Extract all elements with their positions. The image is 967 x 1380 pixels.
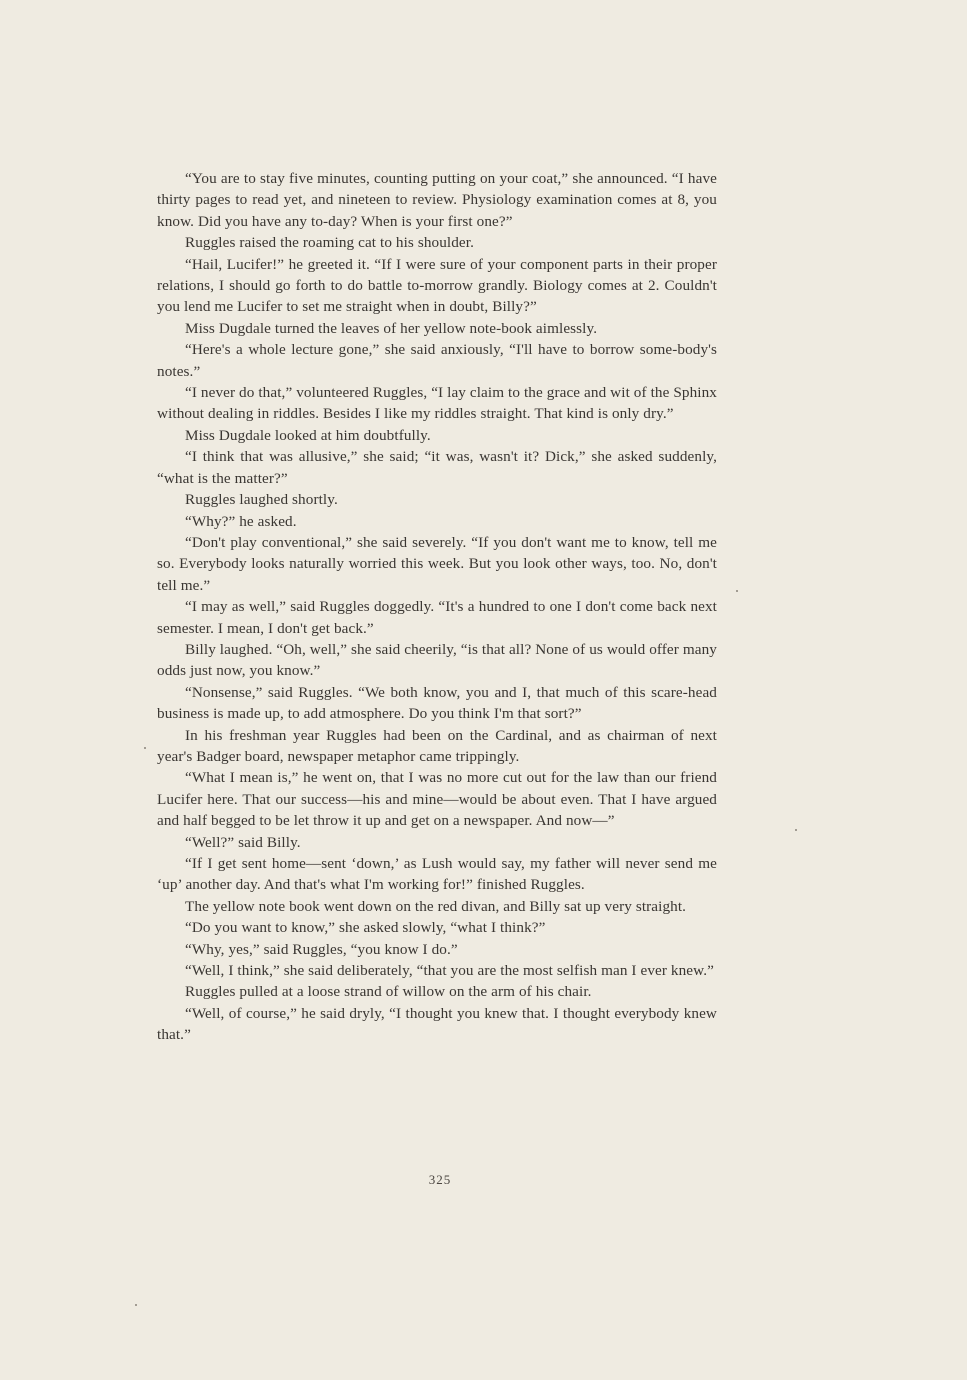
- paragraph: The yellow note book went down on the red divan, and Billy sat up very straight.: [185, 897, 687, 915]
- paper-speck: [144, 747, 146, 749]
- paragraph: In his freshman year Ruggles had been on the Cardinal, and as chairman of next year's Badger board, newspaper metaphor came trippingly.: [157, 726, 717, 765]
- paragraph: Ruggles pulled at a loose strand of willow on the arm of his chair.: [185, 983, 592, 1001]
- paragraph: “I think that was allusive,” she said; “it was, wasn't it? Dick,” she asked suddenly, “what is the matter?”: [157, 448, 717, 487]
- paragraph: “Well, I think,” she said deliberately, “that you are the most selfish man I ever knew.”: [185, 962, 714, 980]
- paragraph: “Don't play conventional,” she said severely. “If you don't want me to know, tell me so. Everybody looks naturally worried this week. But you look other ways, too. No, don't tell me.”: [157, 533, 717, 594]
- paragraph: “Hail, Lucifer!” he greeted it. “If I were sure of your component parts in their proper relations, I should go forth to do battle to-morrow grandly. Biology comes at 2. Couldn't you lend me Lucifer to set me straight when in doubt, Billy?”: [157, 255, 717, 316]
- paragraph: “I never do that,” volunteered Ruggles, “I lay claim to the grace and wit of the Sphinx without dealing in riddles. Besides I like my riddles straight. That kind is only dry.”: [157, 384, 717, 423]
- paragraph: “You are to stay five minutes, counting putting on your coat,” she announced. “I have thirty pages to read yet, and nineteen to review. Physiology examination comes at 8, you know. Did you have any to-day? When is your first one?”: [157, 170, 717, 230]
- body-text: [157, 168, 717, 1046]
- paragraph: “If I get sent home—sent ‘down,’ as Lush would say, my father will never send me ‘up’ another day. And that's what I'm working for!” finished Ruggles.: [157, 855, 717, 894]
- paragraph: Ruggles raised the roaming cat to his shoulder.: [185, 234, 474, 252]
- paragraph: “Nonsense,” said Ruggles. “We both know, you and I, that much of this scare-head business is made up, to add atmosphere. Do you think I'm that sort?”: [157, 683, 717, 723]
- paragraph: Ruggles laughed shortly.: [185, 491, 338, 509]
- paragraph: Billy laughed. “Oh, well,” she said cheerily, “is that all? None of us would offer many odds just now, you know.”: [157, 640, 717, 680]
- paragraph: “I may as well,” said Ruggles doggedly. “It's a hundred to one I don't come back next semester. I mean, I don't get back.”: [157, 598, 717, 637]
- paragraph: “Do you want to know,” she asked slowly, “what I think?”: [185, 919, 546, 937]
- paragraph: “Well, of course,” he said dryly, “I thought you knew that. I thought everybody knew that.”: [157, 1004, 717, 1044]
- paragraph: “Why?” he asked.: [185, 512, 297, 530]
- paragraph: “Here's a whole lecture gone,” she said anxiously, “I'll have to borrow some-body's notes.”: [157, 341, 717, 380]
- paper-speck: [736, 590, 738, 592]
- paper-speck: [135, 1304, 137, 1306]
- paragraph: “Why, yes,” said Ruggles, “you know I do.”: [185, 940, 458, 958]
- paper-speck: [795, 829, 797, 831]
- paragraph: “Well?” said Billy.: [185, 833, 301, 851]
- paragraph: Miss Dugdale looked at him doubtfully.: [185, 426, 431, 444]
- paragraph: “What I mean is,” he went on, that I was no more cut out for the law than our friend Lucifer here. That our success—his and mine—would be about even. That I have argued and half begged to be let throw it up and get on a newspaper. And now—”: [157, 769, 717, 830]
- page-number: 325: [428, 1172, 452, 1187]
- paragraph: Miss Dugdale turned the leaves of her yellow note-book aimlessly.: [185, 319, 598, 337]
